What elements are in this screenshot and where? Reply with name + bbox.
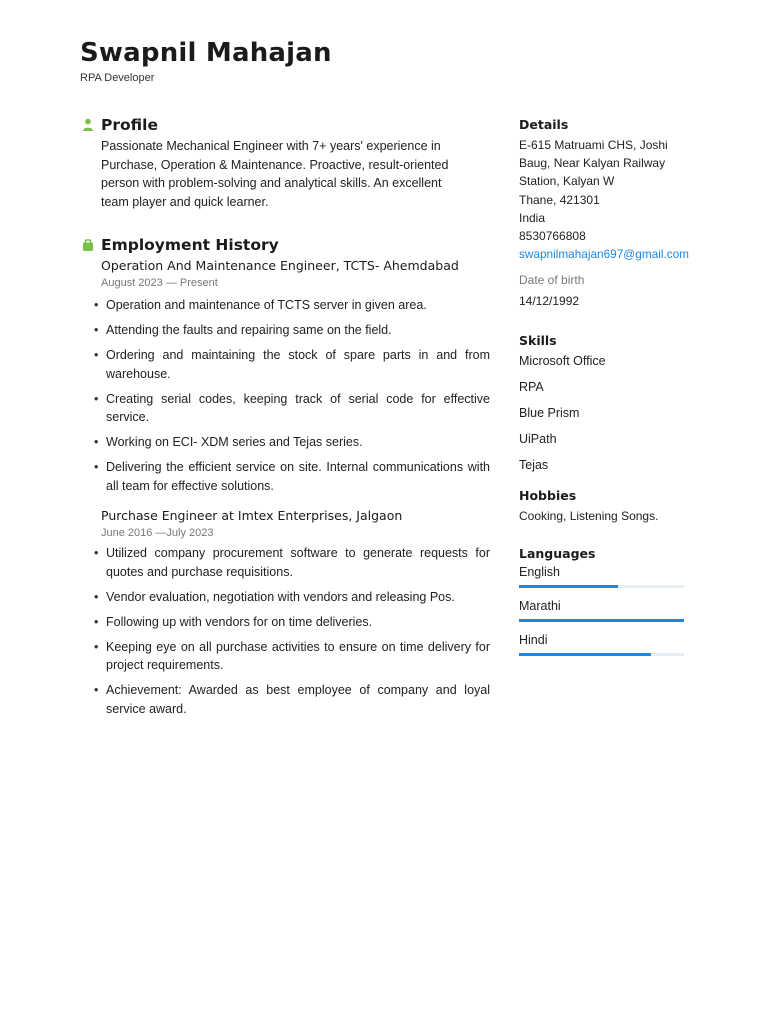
skill-item: Tejas — [519, 457, 549, 472]
job-bullet: • Delivering the efficient service on site. Internal communications with all team for effective solutions. — [106, 458, 490, 495]
profile-heading-text: Profile — [101, 116, 158, 134]
sidebar-column — [519, 115, 689, 666]
language-level-bar — [519, 585, 684, 588]
employment-heading — [80, 234, 490, 256]
language-level-fill — [519, 653, 651, 656]
profile-section — [80, 114, 490, 211]
address-line: Station, Kalyan W — [519, 174, 615, 189]
address-line: India — [519, 210, 546, 225]
job-bullet: • Vendor evaluation, negotiation with vendors and releasing Pos. — [106, 588, 490, 607]
phone-number: 8530766808 — [519, 229, 586, 244]
address-line: Baug, Near Kalyan Railway — [519, 156, 666, 171]
job-dates: August 2023 — Present — [101, 277, 218, 289]
profile-summary: Passionate Mechanical Engineer with 7+ years' experience in Purchase, Operation & Maintenance. Proactive, result-oriented person with problem-solving and analytical skills. An excellent team player and quick learner. — [101, 139, 449, 209]
languages-heading: Languages — [519, 545, 596, 561]
language-name: Hindi — [519, 632, 548, 647]
candidate-role: RPA Developer — [80, 72, 155, 84]
language-name: Marathi — [519, 598, 561, 613]
profile-heading — [80, 114, 490, 136]
dob-label: Date of birth — [519, 273, 585, 288]
hobbies-heading: Hobbies — [519, 487, 577, 503]
hobbies-text: Cooking, Listening Songs. — [519, 508, 659, 523]
language-level-bar — [519, 653, 684, 656]
skill-item: UiPath — [519, 431, 557, 446]
skill-item: Blue Prism — [519, 405, 580, 420]
job-bullet: • Operation and maintenance of TCTS server in given area. — [106, 296, 490, 315]
job-bullet: • Keeping eye on all purchase activities to ensure on time delivery for project requirements. — [106, 638, 490, 675]
job-bullet: • Ordering and maintaining the stock of spare parts in and from warehouse. — [106, 346, 490, 383]
job-bullet: • Creating serial codes, keeping track of serial code for effective service. — [106, 390, 490, 427]
job-bullet: • Working on ECI- XDM series and Tejas series. — [106, 433, 490, 452]
details-section — [519, 115, 689, 311]
job-entry — [80, 257, 490, 291]
skills-heading: Skills — [519, 332, 557, 348]
job-entry — [80, 507, 490, 541]
email-link[interactable]: swapnilmahajan697@gmail.com — [519, 247, 690, 262]
job-bullet-list — [80, 296, 490, 495]
job-bullet: • Following up with vendors for on time deliveries. — [106, 613, 490, 632]
address-line: Thane, 421301 — [519, 192, 600, 207]
languages-section — [519, 544, 689, 656]
language-level-bar — [519, 619, 684, 622]
dob-value: 14/12/1992 — [519, 294, 580, 309]
candidate-name: Swapnil Mahajan — [80, 38, 332, 68]
job-bullet: • Attending the faults and repairing same on the field. — [106, 321, 490, 340]
address-line: E-615 Matruami CHS, Joshi — [519, 138, 668, 152]
job-dates: June 2016 —July 2023 — [101, 527, 214, 539]
language-name: English — [519, 564, 560, 579]
main-column — [80, 114, 490, 725]
job-title: Operation And Maintenance Engineer, TCTS- Ahemdabad — [101, 258, 459, 273]
language-level-fill — [519, 619, 684, 622]
skill-item: Microsoft Office — [519, 353, 606, 368]
employment-section — [80, 234, 490, 718]
person-icon — [82, 118, 94, 132]
skills-section — [519, 331, 689, 474]
briefcase-icon — [82, 238, 94, 252]
language-level-fill — [519, 585, 618, 588]
employment-heading-text: Employment History — [101, 236, 279, 254]
hobbies-section — [519, 486, 689, 525]
job-bullet-list — [80, 544, 490, 718]
skill-item: RPA — [519, 379, 544, 394]
job-bullet: • Achievement: Awarded as best employee of company and loyal service award. — [106, 681, 490, 718]
job-title: Purchase Engineer at Imtex Enterprises, Jalgaon — [101, 508, 403, 523]
job-bullet: • Utilized company procurement software to generate requests for quotes and purchase requisitions. — [106, 544, 490, 581]
details-heading: Details — [519, 117, 569, 132]
